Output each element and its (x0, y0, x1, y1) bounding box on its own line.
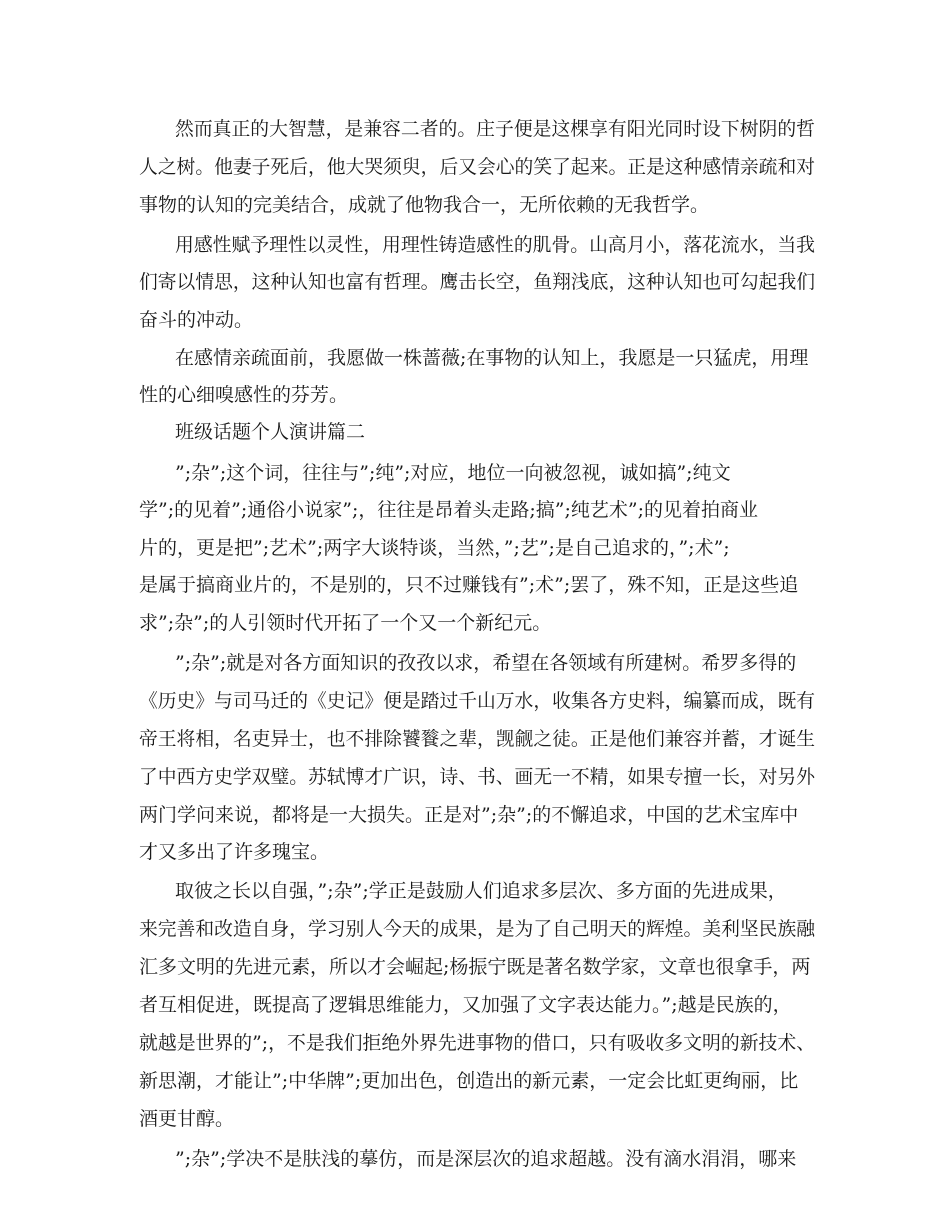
line-text: 酒更甘醇。 (139, 1108, 235, 1130)
text-line (0, 341, 950, 375)
line-text: 两门学问来说，都将是一大损失。正是对”;杂”;的不懈追求，中国的艺术宝库中 (139, 804, 799, 826)
line-text: 们寄以情思，这种认知也富有哲理。鹰击长空，鱼翔浅底，这种认知也可勾起我们 (139, 271, 816, 293)
line-text: 新思潮，才能让”;中华牌”;更加出色，创造出的新元素，一定会比虹更绚丽，比 (139, 1070, 799, 1092)
text-line (0, 228, 950, 262)
line-text: ”;杂”;就是对各方面知识的孜孜以求，希望在各领域有所建树。希罗多得的 (175, 652, 797, 674)
line-text: 了中西方史学双璧。苏轼博才广识，诗、书、画无一不精，如果专擅一长，对另外 (139, 766, 816, 788)
text-line (0, 684, 950, 718)
text-line (0, 378, 950, 412)
line-text: 事物的认知的完美结合，成就了他物我合一，无所依赖的无我哲学。 (139, 194, 710, 216)
text-line (0, 606, 950, 640)
line-text: 然而真正的大智慧，是兼容二者的。庄子便是这棵享有阳光同时设下树阴的哲 (175, 118, 816, 140)
text-line (0, 1064, 950, 1098)
line-text: 性的心细嗅感性的芬芳。 (139, 384, 349, 406)
text-line (0, 456, 950, 490)
line-text: 是属于搞商业片的，不是别的，只不过赚钱有”;术”;罢了，殊不知，正是这些追 (139, 574, 799, 596)
line-text: 才又多出了许多瑰宝。 (139, 841, 330, 863)
text-line (0, 1102, 950, 1136)
text-line (0, 568, 950, 602)
line-text: 《历史》与司马迁的《史记》便是踏过千山万水，收集各方史料，编纂而成，既有 (139, 690, 816, 712)
text-line (0, 646, 950, 680)
text-line (0, 950, 950, 984)
text-line (0, 988, 950, 1022)
text-line (0, 188, 950, 222)
line-text: 奋斗的冲动。 (139, 309, 254, 331)
line-text: ”;杂”;这个词，往往与”;纯”;对应，地位一向被忽视，诚如搞”;纯文 (175, 462, 731, 484)
line-text: 汇多文明的先进元素，所以才会崛起;杨振宁既是著名数学家，文章也很拿手，两 (139, 956, 811, 978)
line-text: 求”;杂”;的人引领时代开拓了一个又一个新纪元。 (139, 612, 552, 634)
line-text: 用感性赋予理性以灵性，用理性铸造感性的肌骨。山高月小，落花流水，当我 (175, 234, 816, 256)
text-line (0, 493, 950, 527)
text-line (0, 531, 950, 565)
line-text: 片的，更是把”;艺术”;两字大谈特谈，当然，”;艺”;是自己追求的，”;术”; (139, 537, 730, 559)
line-text: ”;杂”;学决不是肤浅的摹仿，而是深层次的追求超越。没有滴水涓涓，哪来 (175, 1148, 797, 1170)
text-line (0, 835, 950, 869)
line-text: 取彼之长以自强，”;杂”;学正是鼓励人们追求多层次、多方面的先进成果， (175, 880, 787, 902)
text-line (0, 760, 950, 794)
line-text: 在感情亲疏面前，我愿做一株蔷薇;在事物的认知上，我愿是一只猛虎，用理 (175, 347, 809, 369)
text-line (0, 912, 950, 946)
text-line (0, 303, 950, 337)
line-text: 来完善和改造自身，学习别人今天的成果，是为了自己明天的辉煌。美利坚民族融 (139, 918, 816, 940)
line-text: 就越是世界的”;，不是我们拒绝外界先进事物的借口，只有吸收多文明的新技术、 (139, 1032, 816, 1054)
text-line (0, 798, 950, 832)
text-line (0, 722, 950, 756)
line-text: 人之树。他妻子死后，他大哭须臾，后又会心的笑了起来。正是这种感情亲疏和对 (139, 156, 816, 178)
line-text: 者互相促进，既提高了逻辑思维能力，又加强了文字表达能力。”;越是民族的， (139, 994, 792, 1016)
text-line (0, 112, 950, 146)
text-line (0, 1026, 950, 1060)
heading-text: 班级话题个人演讲篇二 (175, 421, 366, 443)
line-text: 学”;的见着”;通俗小说家”;，往往是昂着头走路;搞”;纯艺术”;的见着拍商业 (139, 499, 758, 521)
text-line (0, 265, 950, 299)
text-line (0, 874, 950, 908)
text-line (0, 1142, 950, 1176)
line-text: 帝王将相，名吏异士，也不排除饕餮之辈，觊觎之徒。正是他们兼容并蓄，才诞生 (139, 728, 816, 750)
text-line (0, 150, 950, 184)
section-heading (0, 415, 950, 449)
